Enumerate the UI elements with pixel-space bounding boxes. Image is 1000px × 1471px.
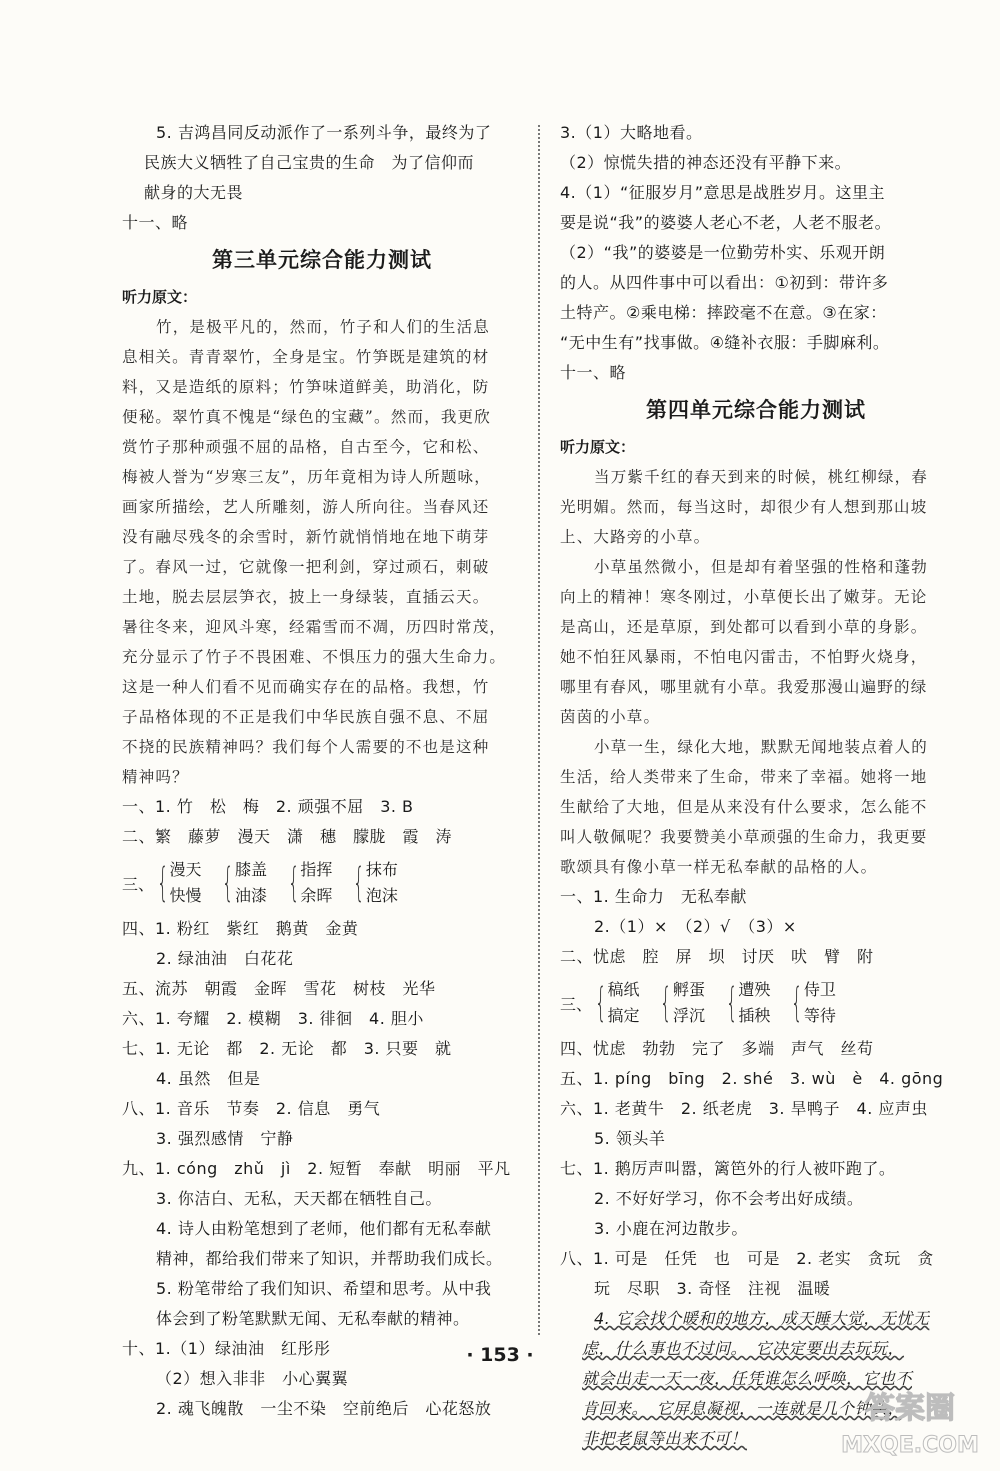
answer-line: 2. 不好好学习，你不会考出好成绩。 — [594, 1189, 864, 1208]
left-column — [122, 118, 522, 1424]
passage-line: 梅被人誉为“岁寒三友”，历年竟相为诗人所题咏， — [122, 468, 491, 486]
answer-line: 土特产。②乘电梯：摔跤毫不在意。③在家： — [560, 303, 887, 322]
passage-line: 赏竹子那种顽强不屈的品格，自古至今，它和松、 — [122, 438, 490, 456]
answer-line: 九、1. cóng zhǔ jì 2. 短暂 奉献 明丽 平凡 — [122, 1159, 511, 1178]
word: 稿纸 — [607, 980, 640, 999]
passage-line: 小草一生，绿化大地，默默无闻地装点着人的 — [594, 738, 929, 756]
passage-line: 这是一种人们看不见而确实存在的品格。我想，竹 — [122, 678, 490, 696]
underlined-answer-line: 虑，什么事也不过问。 它决定要出去玩玩， — [582, 1339, 905, 1358]
word: 膝盖 — [234, 860, 267, 879]
passage-line: 料，又是造纸的原料；竹笋味道鲜美，助消化，防 — [122, 378, 490, 396]
answer-line: 献身的大无畏 — [144, 183, 244, 202]
page-number: · 153 · — [466, 1344, 534, 1366]
answer-line: 一、1. 竹 松 梅 2. 顽强不屈 3. B — [122, 797, 414, 816]
underlined-answer-line: 非把老鼠等出来不可！ — [582, 1429, 748, 1448]
answer-line: 4.（1）“征服岁月”意思是战胜岁月。这里主 — [560, 183, 886, 202]
answer-line: 十一、略 — [122, 213, 189, 232]
answer-line: 五、流苏 朝霞 金晖 雪花 树枝 光华 — [122, 979, 436, 998]
word: 指挥 — [300, 860, 333, 879]
passage-line: 便秘。翠竹真不愧是“绿色的宝藏”。然而，我更欣 — [122, 408, 491, 426]
answer-line: 2. 魂飞魄散 一尘不染 空前绝后 心花怒放 — [156, 1399, 492, 1418]
word: 遭殃 — [738, 980, 771, 999]
answer-line: 4. 虽然 但是 — [156, 1069, 261, 1088]
answer-line: 一、1. 生命力 无私奉献 — [560, 887, 747, 906]
answer-line: 5. 吉鸿昌同反动派作了一系列斗争，最终为了 — [156, 123, 492, 142]
passage-line: 生活，给人类带来了生命，带来了幸福。她将一地 — [560, 768, 928, 786]
answer-line: （2）惊慌失措的神态还没有平静下来。 — [560, 153, 852, 172]
word: 快慢 — [169, 886, 202, 905]
passage-line: 上、大路旁的小草。 — [560, 528, 711, 546]
answer-line: 四、1. 粉红 紫红 鹅黄 金黄 — [122, 919, 359, 938]
word-pair: { 侍卫 等待 — [788, 977, 835, 1029]
word-pair: { 遭殃 插秧 — [723, 977, 770, 1029]
answer-number: 三、 — [560, 994, 593, 1014]
answer-line: 精神，都给我们带来了知识，并帮助我们成长。 — [156, 1249, 503, 1268]
listening-passage — [560, 462, 952, 882]
answer-line: 玩 尽职 3. 奇怪 注视 温暖 — [594, 1279, 831, 1298]
answer-line: 二、繁 藤萝 漫天 潇 穗 朦胧 霞 涛 — [122, 827, 453, 846]
word-pair: { 漫天 快慢 — [154, 857, 201, 909]
underlined-answer-line: 肯回来。 它屏息凝视，一连就是几个钟头， — [582, 1399, 905, 1418]
answer-line: （2）“我”的婆婆是一位勤劳朴实、乐观开朗 — [560, 243, 886, 262]
passage-line: 暑往冬来，迎风斗寒，经霜雪而不凋，历四时常茂， — [122, 618, 507, 636]
word: 漫天 — [169, 860, 202, 879]
word: 余晖 — [300, 886, 333, 905]
passage-line: 茵茵的小草。 — [560, 708, 661, 726]
answer-line: 六、1. 夸耀 2. 模糊 3. 徘徊 4. 胆小 — [122, 1009, 424, 1028]
answer-number: 三、 — [122, 874, 155, 894]
word-pair: { 抹布 泡沫 — [350, 857, 397, 909]
word: 等待 — [803, 1006, 836, 1025]
word: 泡沫 — [365, 886, 398, 905]
watermark-logo — [830, 1380, 990, 1460]
right-column — [560, 118, 952, 1454]
passage-line: 画家所描绘，艺人所雕刻，游人所向往。当春风还 — [122, 498, 490, 516]
word: 油漆 — [234, 886, 267, 905]
answer-line: 十一、略 — [560, 363, 627, 382]
word-pair: { 稿纸 搞定 — [592, 977, 639, 1029]
watermark-text-top: 答案圈 — [865, 1391, 955, 1426]
word-pair: { 膝盖 油漆 — [219, 857, 266, 909]
passage-line: 生献给了大地，但是从来没有什么要求，怎么能不 — [560, 798, 928, 816]
section-heading: 第四单元综合能力测试 — [646, 398, 866, 422]
answer-line: 四、忧虑 勃勃 完了 多端 声气 丝苟 — [560, 1039, 874, 1058]
word: 抹布 — [365, 860, 398, 879]
answer-line: （2）想入非非 小心翼翼 — [156, 1369, 349, 1388]
answer-line: 5. 粉笔带给了我们知识、希望和思考。从中我 — [156, 1279, 492, 1298]
answer-line: 二、忧虑 腔 屏 坝 讨厌 吠 臂 附 — [560, 947, 874, 966]
word-pair: { 指挥 余晖 — [285, 857, 332, 909]
answer-line: 3. 强烈感情 宁静 — [156, 1129, 294, 1148]
word: 孵蛋 — [672, 980, 705, 999]
answer-line: 民族大义牺牲了自己宝贵的生命 为了信仰而 — [144, 153, 475, 172]
passage-line: 没有融尽残冬的余雪时，新竹就悄悄地在地下萌芽 — [122, 528, 490, 546]
answer-line: 3. 你洁白、无私，天天都在牺牲自己。 — [156, 1189, 442, 1208]
brace-answer-row — [560, 972, 952, 1034]
answer-line: 十、1.（1）绿油油 红彤彤 — [122, 1339, 331, 1358]
passage-line: 了。春风一过，它就像一把利剑，穿过顽石，刺破 — [122, 558, 490, 576]
passage-line: 当万紫千红的春天到来的时候，桃红柳绿，春 — [594, 468, 929, 486]
answer-line: 2.（1）× （2）√ （3）× — [594, 917, 797, 936]
answer-line: 3.（1）大略地看。 — [560, 123, 703, 142]
answer-line: 八、1. 可是 任凭 也 可是 2. 老实 贪玩 贪 — [560, 1249, 934, 1268]
answer-line: 八、1. 音乐 节奏 2. 信息 勇气 — [122, 1099, 381, 1118]
answer-line: 七、1. 鹅厉声叫嚣，篱笆外的行人被吓跑了。 — [560, 1159, 896, 1178]
word: 侍卫 — [803, 980, 836, 999]
passage-line: 精神吗？ — [122, 768, 189, 786]
answer-line: 体会到了粉笔默默无闻、无私奉献的精神。 — [156, 1309, 470, 1328]
listening-label: 听力原文： — [560, 438, 636, 456]
passage-line: 竹，是极平凡的，然而，竹子和人们的生活息 — [156, 318, 491, 336]
passage-line: 歌颂具有像小草一样无私奉献的品格的人。 — [560, 858, 878, 876]
passage-line: 哪里有春风，哪里就有小草。我爱那漫山遍野的绿 — [560, 678, 928, 696]
column-divider — [538, 125, 540, 1335]
passage-line: 子品格体现的不正是我们中华民族自强不息、不屈 — [122, 708, 490, 726]
word: 浮沉 — [672, 1006, 705, 1025]
passage-line: 充分显示了竹子不畏困难、不惧压力的强大生命力。 — [122, 648, 507, 666]
brace-answer-row — [122, 852, 522, 914]
underlined-answer-line: 就会出走一天一夜，任凭谁怎么呼唤，它也不 — [582, 1369, 913, 1388]
passage-line: 是高山，还是草原，到处都可以看到小草的身影。 — [560, 618, 928, 636]
answer-line: 4. 诗人由粉笔想到了老师，他们都有无私奉献 — [156, 1219, 492, 1238]
underlined-answer-line: 4. 它会找个暖和的地方，成天睡大觉，无忧无 — [594, 1309, 930, 1328]
passage-line: 土地，脱去层层笋衣，披上一身绿装，直插云天。 — [122, 588, 490, 606]
section-heading: 第三单元综合能力测试 — [212, 248, 432, 272]
word-pair: { 孵蛋 浮沉 — [657, 977, 704, 1029]
passage-line: 她不怕狂风暴雨，不怕电闪雷击，不怕野火烧身， — [560, 648, 928, 666]
answer-line: “无中生有”找事做。④缝补衣服：手脚麻利。 — [560, 333, 890, 352]
watermark-text-bottom: MXQE.COM — [841, 1433, 979, 1458]
passage-line: 不挠的民族精神吗？我们每个人需要的不也是这种 — [122, 738, 490, 756]
listening-passage — [122, 312, 522, 792]
listening-label: 听力原文： — [122, 288, 198, 306]
word: 插秧 — [738, 1006, 771, 1025]
answer-line: 3. 小鹿在河边散步。 — [594, 1219, 748, 1238]
passage-line: 叫人敬佩呢？我要赞美小草顽强的生命力，我更要 — [560, 828, 928, 846]
passage-line: 光明媚。然而，每当这时，却很少有人想到那山坡 — [560, 498, 928, 516]
answer-line: 的人。从四件事中可以看出：①初到：带许多 — [560, 273, 889, 292]
answer-line: 要是说“我”的婆婆人老心不老，人老不服老。 — [560, 213, 892, 232]
answer-line: 七、1. 无论 都 2. 无论 都 3. 只要 就 — [122, 1039, 452, 1058]
word: 搞定 — [607, 1006, 640, 1025]
answer-line: 2. 绿油油 白花花 — [156, 949, 294, 968]
answer-line: 5. 领头羊 — [594, 1129, 666, 1148]
passage-line: 息相关。青青翠竹，全身是宝。竹笋既是建筑的材 — [122, 348, 490, 366]
answer-line: 五、1. píng bīng 2. shé 3. wù è 4. gōng — [560, 1069, 944, 1088]
answer-line: 六、1. 老黄牛 2. 纸老虎 3. 旱鸭子 4. 应声虫 — [560, 1099, 928, 1118]
passage-line: 小草虽然微小，但是却有着坚强的性格和蓬勃 — [594, 558, 929, 576]
passage-line: 向上的精神！寒冬刚过，小草便长出了嫩芽。无论 — [560, 588, 928, 606]
